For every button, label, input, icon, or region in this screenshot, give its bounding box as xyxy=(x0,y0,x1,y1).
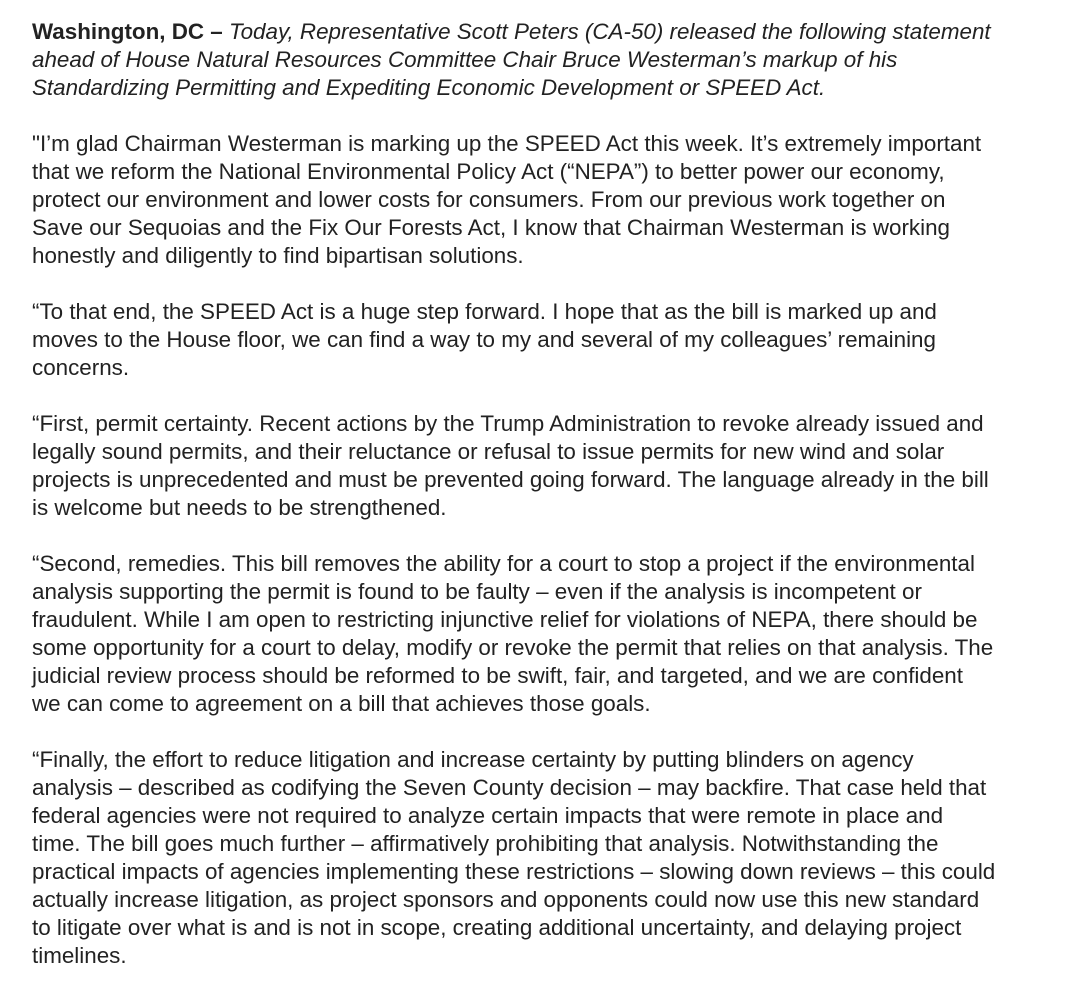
statement-paragraph-4: “Second, remedies. This bill removes the ability for a court to stop a project if the environmental analysis supporting the permit is found to be faulty – even if the analysis is incompetent or fraudulent. While I am open to restricting injunctive relief for violations of NEPA, there should be some opportunity for a court to delay, modify or revoke the permit that relies on that analysis. The judicial review process should be reformed to be swift, fair, and targeted, and we are confident we can come to agreement on a bill that achieves those goals. xyxy=(32,551,994,716)
statement-paragraph-1: "I’m glad Chairman Westerman is marking up the SPEED Act this week. It’s extremely important that we reform the National Environmental Policy Act (“NEPA”) to better power our economy, protect our environment and lower costs for consumers. From our previous work together on Save our Sequoias and the Fix Our Forests Act, I know that Chairman Westerman is working honestly and diligently to find bipartisan solutions. xyxy=(32,131,982,268)
press-release-body xyxy=(32,18,1088,970)
intro-paragraph xyxy=(32,18,1088,102)
statement-paragraph-5: “Finally, the effort to reduce litigation and increase certainty by putting blinders on agency analysis – described as codifying the Seven County decision – may backfire. That case held that federal agencies were not required to analyze certain impacts that were remote in place and time. The bill goes much further – affirmatively prohibiting that analysis. Notwithstanding the practical impacts of agencies implementing these restrictions – slowing down reviews – this could actually increase litigation, as project sponsors and opponents could now use this new standard to litigate over what is and is not in scope, creating additional uncertainty, and delaying project timelines. xyxy=(32,747,996,968)
dateline: Washington, DC – xyxy=(32,19,223,44)
statement-paragraph-3: “First, permit certainty. Recent actions by the Trump Administration to revoke already issued and legally sound permits, and their reluctance or refusal to issue permits for new wind and solar projects is unprecedented and must be prevented going forward. The language already in the bill is welcome but needs to be strengthened. xyxy=(32,411,989,520)
statement-paragraph-2: “To that end, the SPEED Act is a huge step forward. I hope that as the bill is marked up and moves to the House floor, we can find a way to my and several of my colleagues’ remaining concerns. xyxy=(32,299,937,380)
lede-text: Today, Representative Scott Peters (CA-50) released the following statement ahead of House Natural Resources Committee Chair Bruce Westerman’s markup of his Standardizing Permitting and Expediting Economic Development or SPEED Act. xyxy=(32,19,991,100)
